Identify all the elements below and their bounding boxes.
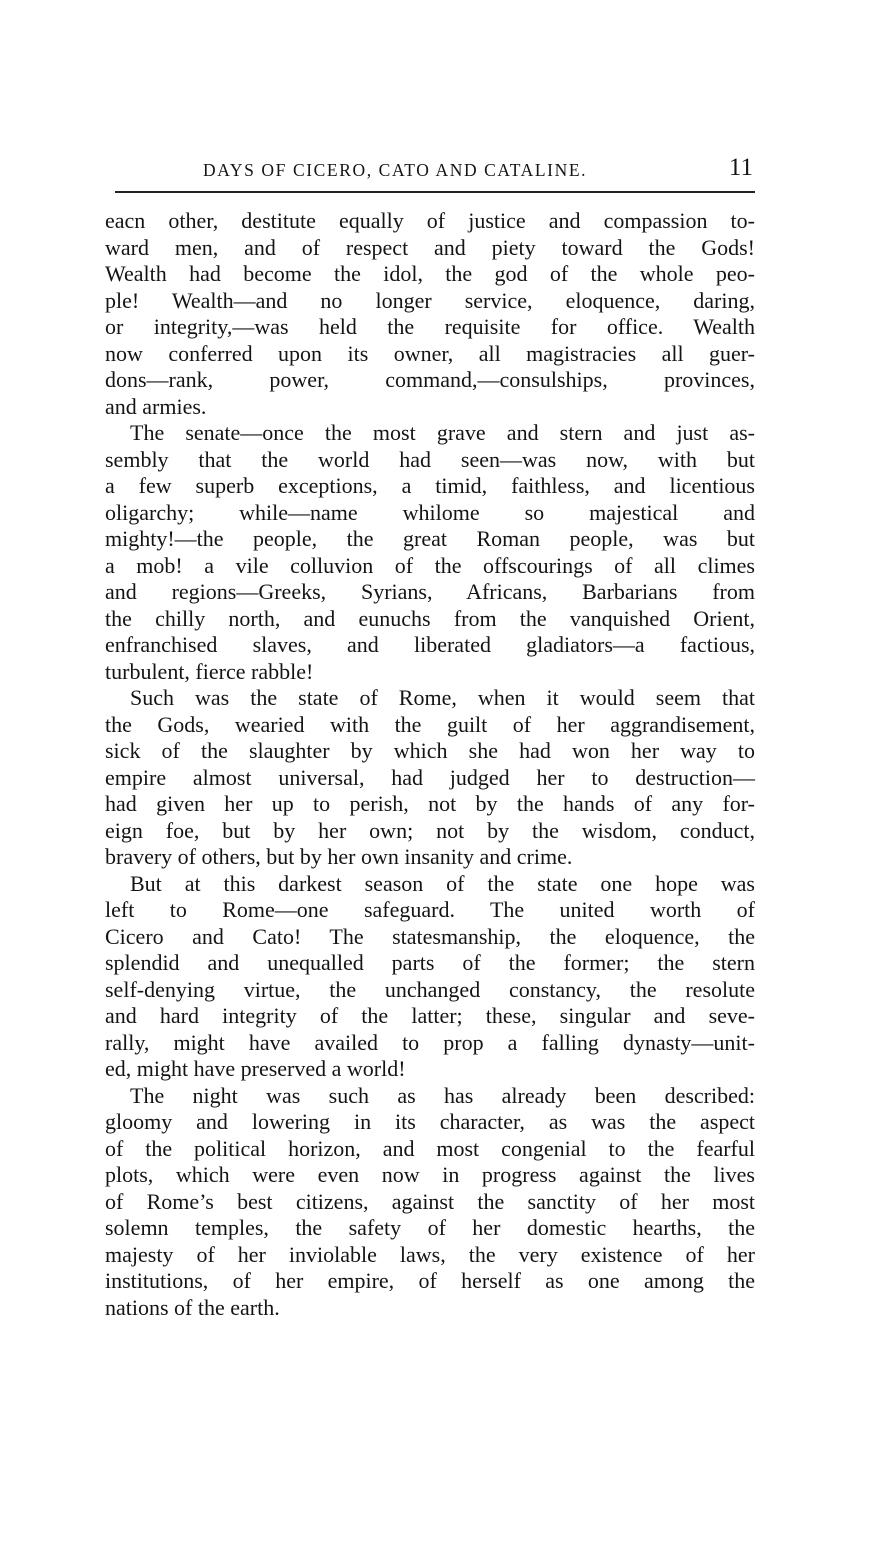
text-line: oligarchy; while—name whilome so majestical and bbox=[105, 499, 755, 525]
text-line: eacn other, destitute equally of justice and compassion to- bbox=[105, 208, 755, 233]
paragraph-1 bbox=[105, 208, 755, 420]
text-line: and armies. bbox=[105, 393, 207, 419]
text-line: ed, might have preserved a world! bbox=[105, 1056, 406, 1081]
text-line: sembly that the world had seen—was now, with but bbox=[105, 446, 755, 472]
paragraph-3 bbox=[105, 685, 755, 871]
running-title: DAYS OF CICERO, CATO AND CATALINE. bbox=[203, 160, 588, 180]
text-line: Cicero and Cato! The statesmanship, the eloquence, the bbox=[105, 923, 755, 949]
text-line: The senate—once the most grave and stern and just as- bbox=[130, 420, 755, 445]
text-line: ple! Wealth—and no longer service, eloquence, daring, bbox=[105, 287, 755, 313]
text-line: self-denying virtue, the unchanged constancy, the resolute bbox=[105, 976, 755, 1002]
book-page bbox=[105, 150, 755, 1320]
paragraph-2 bbox=[105, 420, 755, 685]
text-line: gloomy and lowering in its character, as was the aspect bbox=[105, 1109, 755, 1134]
text-line: and regions—Greeks, Syrians, Africans, Barbarians from bbox=[105, 579, 755, 604]
text-line: But at this darkest season of the state one hope was bbox=[130, 870, 755, 896]
text-line: turbulent, fierce rabble! bbox=[105, 658, 314, 684]
text-line: left to Rome—one safeguard. The united worth of bbox=[105, 897, 755, 922]
text-line: or integrity,—was held the requisite for office. Wealth bbox=[105, 314, 755, 339]
text-line: plots, which were even now in progress against the lives bbox=[105, 1162, 755, 1187]
text-line: a mob! a vile colluvion of the offscourings of all climes bbox=[105, 552, 755, 578]
text-line: now conferred upon its owner, all magistracies all guer- bbox=[105, 340, 755, 366]
text-line: majesty of her inviolable laws, the very existence of her bbox=[105, 1241, 755, 1267]
text-line: dons—rank, power, command,—consulships, provinces, bbox=[105, 367, 755, 392]
text-line: eign foe, but by her own; not by the wisdom, conduct, bbox=[105, 817, 755, 843]
text-line: Such was the state of Rome, when it would seem that bbox=[130, 685, 755, 710]
text-line: empire almost universal, had judged her to destruction— bbox=[105, 764, 755, 790]
text-line: nations of the earth. bbox=[105, 1294, 280, 1320]
text-line: and hard integrity of the latter; these, singular and seve- bbox=[105, 1003, 755, 1028]
text-line: had given her up to perish, not by the hands of any for- bbox=[105, 791, 755, 816]
text-line: splendid and unequalled parts of the former; the stern bbox=[105, 950, 755, 975]
text-line: the chilly north, and eunuchs from the vanquished Orient, bbox=[105, 605, 755, 631]
paragraph-5 bbox=[105, 1083, 755, 1322]
header-rule bbox=[115, 191, 755, 193]
text-line: institutions, of her empire, of herself as one among the bbox=[105, 1268, 755, 1293]
text-line: sick of the slaughter by which she had won her way to bbox=[105, 738, 755, 763]
text-line: Wealth had become the idol, the god of the whole peo- bbox=[105, 261, 755, 286]
text-line: ward men, and of respect and piety toward the Gods! bbox=[105, 234, 755, 260]
text-line: the Gods, wearied with the guilt of her aggrandisement, bbox=[105, 711, 755, 737]
text-line: of Rome’s best citizens, against the sanctity of her most bbox=[105, 1188, 755, 1214]
text-line: mighty!—the people, the great Roman people, was but bbox=[105, 526, 755, 551]
paragraph-4 bbox=[105, 871, 755, 1083]
text-line: rally, might have availed to prop a falling dynasty—unit- bbox=[105, 1029, 755, 1055]
text-line: solemn temples, the safety of her domestic hearths, the bbox=[105, 1215, 755, 1240]
text-line: bravery of others, but by her own insanity and crime. bbox=[105, 844, 573, 869]
running-head bbox=[105, 150, 755, 186]
text-line: The night was such as has already been described: bbox=[130, 1082, 755, 1108]
text-line: of the political horizon, and most congenial to the fearful bbox=[105, 1135, 755, 1161]
text-line: a few superb exceptions, a timid, faithless, and licentious bbox=[105, 473, 755, 498]
text-line: enfranchised slaves, and liberated gladiators—a factious, bbox=[105, 632, 755, 657]
page-number: 11 bbox=[728, 154, 753, 181]
body-text bbox=[105, 208, 755, 1321]
